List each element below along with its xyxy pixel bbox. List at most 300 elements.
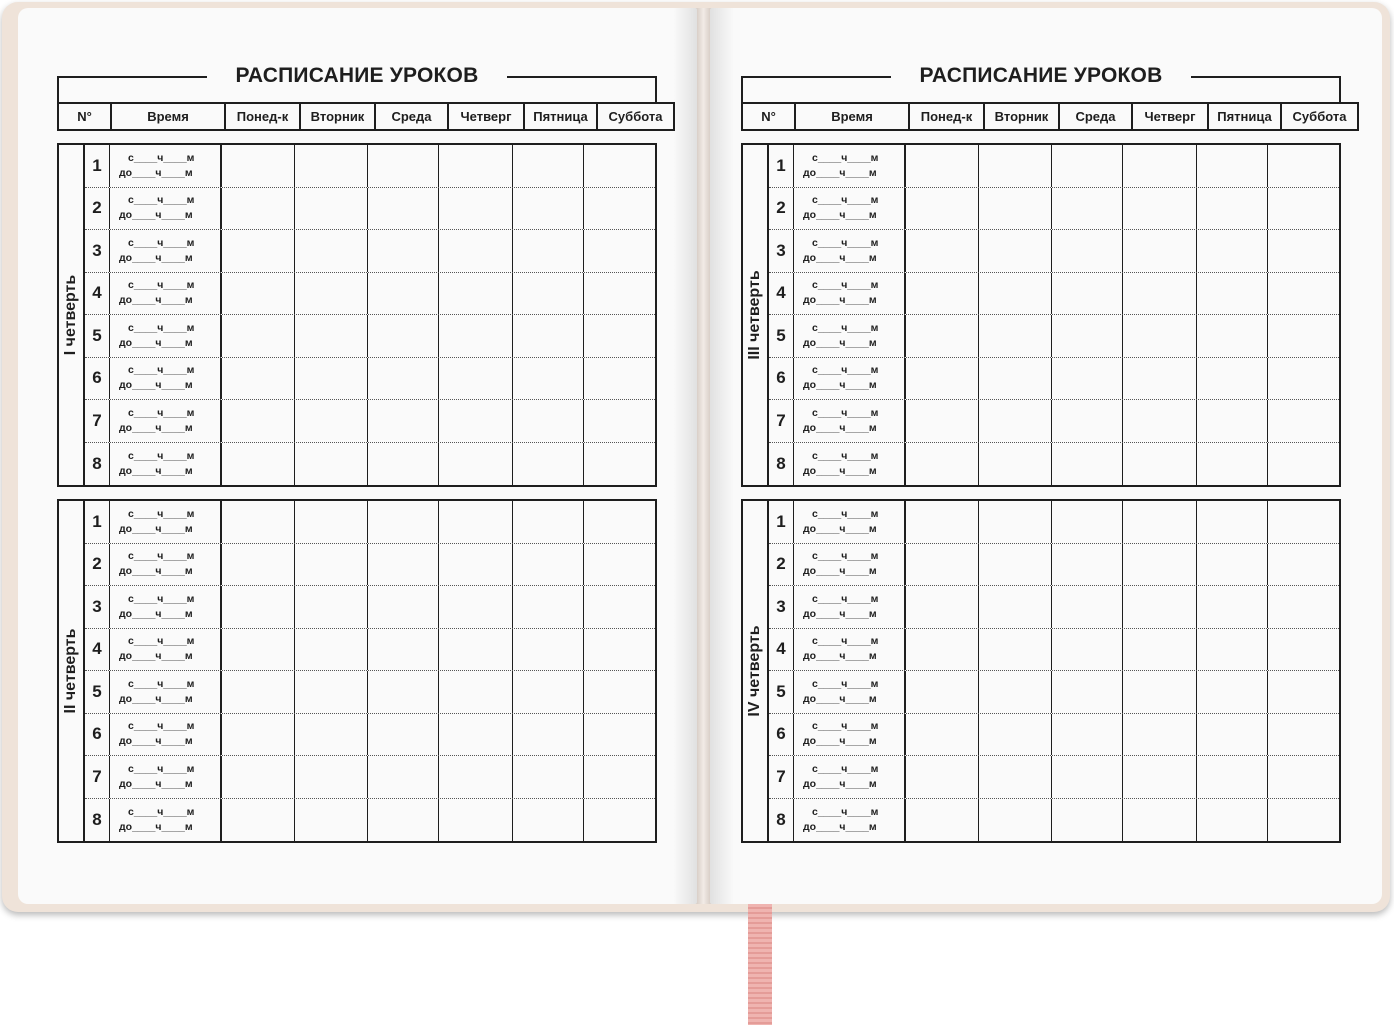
lesson-cell (1123, 586, 1197, 628)
lesson-cell (513, 145, 584, 187)
lesson-cell (439, 230, 513, 272)
time-from: с____ч____м (128, 762, 195, 775)
lesson-time (110, 629, 222, 671)
lesson-time (794, 400, 906, 442)
lesson-row (769, 145, 1339, 188)
lesson-row (769, 188, 1339, 231)
lesson-cell (222, 799, 295, 842)
lesson-cell (1268, 443, 1338, 486)
lesson-cell (1123, 799, 1197, 842)
lesson-cell (295, 315, 368, 357)
lesson-cell (1052, 315, 1123, 357)
lesson-row (85, 400, 655, 443)
lesson-time (110, 671, 222, 713)
quarter-label (743, 145, 769, 485)
lesson-cell (1268, 756, 1338, 798)
time-to: до____ч____м (803, 522, 877, 535)
time-to: до____ч____м (803, 820, 877, 833)
lesson-cell (439, 756, 513, 798)
lesson-cell (1052, 188, 1123, 230)
lesson-row (85, 756, 655, 799)
lesson-number: 6 (769, 358, 794, 400)
lesson-row (769, 586, 1339, 629)
quarter-label-text: II четверть (62, 628, 79, 714)
time-to: до____ч____м (803, 692, 877, 705)
lesson-cell (906, 443, 979, 486)
time-to: до____ч____м (119, 379, 193, 392)
title-frame (741, 64, 1341, 102)
lesson-cell (1268, 358, 1338, 400)
time-from: с____ч____м (128, 449, 195, 462)
lesson-time (794, 799, 906, 842)
lesson-cell (513, 315, 584, 357)
lesson-number: 5 (85, 671, 110, 713)
lesson-cell (1052, 230, 1123, 272)
lesson-time (794, 714, 906, 756)
lesson-cell (979, 145, 1052, 187)
lesson-cell (1197, 501, 1268, 543)
lesson-row (85, 145, 655, 188)
time-from: с____ч____м (128, 279, 195, 292)
lesson-time (110, 315, 222, 357)
lesson-number: 3 (769, 230, 794, 272)
time-from: с____ч____м (812, 550, 879, 563)
lesson-time (110, 145, 222, 187)
time-to: до____ч____м (119, 735, 193, 748)
time-to: до____ч____м (119, 464, 193, 477)
lesson-cell (368, 273, 439, 315)
lesson-cell (439, 443, 513, 486)
lesson-row (769, 315, 1339, 358)
lesson-row (85, 443, 655, 486)
lesson-number: 2 (85, 544, 110, 586)
quarter-block-4 (741, 499, 1341, 843)
lesson-cell (368, 145, 439, 187)
time-to: до____ч____м (119, 336, 193, 349)
lesson-cell (1123, 501, 1197, 543)
lesson-cell (1197, 586, 1268, 628)
lesson-cell (1197, 188, 1268, 230)
quarter-label (59, 501, 85, 841)
title-frame (57, 64, 657, 102)
time-to: до____ч____м (119, 820, 193, 833)
lesson-time (110, 443, 222, 486)
header-day: Среда (1059, 103, 1132, 130)
time-from: с____ч____м (128, 151, 195, 164)
lesson-cell (584, 756, 654, 798)
lesson-cell (439, 188, 513, 230)
lesson-number: 1 (769, 501, 794, 543)
lesson-number: 7 (85, 756, 110, 798)
lesson-cell (906, 586, 979, 628)
lesson-cell (1268, 501, 1338, 543)
lesson-number: 8 (769, 443, 794, 486)
header-day: Суббота (597, 103, 674, 130)
lesson-cell (979, 714, 1052, 756)
lesson-cell (368, 586, 439, 628)
quarter-block-1 (57, 143, 657, 487)
lesson-number: 2 (769, 188, 794, 230)
lesson-cell (513, 586, 584, 628)
lesson-cell (584, 273, 654, 315)
lesson-cell (906, 145, 979, 187)
lesson-cell (906, 501, 979, 543)
lesson-number: 3 (769, 586, 794, 628)
lesson-cell (295, 501, 368, 543)
lesson-cell (906, 315, 979, 357)
lesson-cell (1197, 230, 1268, 272)
lesson-row (85, 273, 655, 316)
lesson-cell (295, 586, 368, 628)
lesson-cell (1197, 799, 1268, 842)
lesson-number: 6 (85, 714, 110, 756)
lesson-time (794, 230, 906, 272)
quarter-label-text: I четверть (62, 274, 79, 356)
lesson-cell (1197, 443, 1268, 486)
header-time: Время (111, 103, 225, 130)
time-from: с____ч____м (812, 364, 879, 377)
header-day: Четверг (448, 103, 524, 130)
lesson-number: 5 (769, 671, 794, 713)
lesson-row (769, 799, 1339, 842)
lesson-cell (1197, 671, 1268, 713)
page-title: РАСПИСАНИЕ УРОКОВ (207, 64, 507, 88)
schedule-sheet-right (741, 64, 1347, 843)
lesson-cell (1052, 799, 1123, 842)
lesson-cell (584, 443, 654, 486)
lesson-time (110, 358, 222, 400)
lesson-cell (222, 273, 295, 315)
lesson-cell (513, 230, 584, 272)
quarter-block-3 (741, 143, 1341, 487)
lesson-cell (513, 799, 584, 842)
lesson-cell (439, 358, 513, 400)
time-from: с____ч____м (812, 592, 879, 605)
header-row (741, 102, 1359, 131)
lesson-cell (584, 400, 654, 442)
time-to: до____ч____м (803, 650, 877, 663)
lesson-cell (1052, 145, 1123, 187)
lesson-cell (1268, 230, 1338, 272)
time-from: с____ч____м (812, 279, 879, 292)
lesson-cell (368, 714, 439, 756)
lesson-time (794, 145, 906, 187)
lesson-number: 4 (85, 273, 110, 315)
time-to: до____ч____м (803, 166, 877, 179)
lesson-cell (1197, 358, 1268, 400)
lesson-cell (1123, 629, 1197, 671)
lesson-time (794, 671, 906, 713)
lesson-time (794, 586, 906, 628)
lesson-cell (368, 756, 439, 798)
lesson-cell (295, 714, 368, 756)
lesson-row (769, 671, 1339, 714)
lesson-cell (222, 145, 295, 187)
lesson-cell (979, 273, 1052, 315)
lesson-cell (1268, 544, 1338, 586)
lesson-row (85, 188, 655, 231)
time-from: с____ч____м (812, 236, 879, 249)
notebook-gutter (697, 8, 710, 904)
lesson-cell (584, 586, 654, 628)
lesson-number: 1 (85, 145, 110, 187)
lesson-cell (979, 756, 1052, 798)
time-from: с____ч____м (128, 805, 195, 818)
time-to: до____ч____м (803, 251, 877, 264)
time-from: с____ч____м (128, 507, 195, 520)
lesson-cell (1268, 400, 1338, 442)
lesson-time (794, 188, 906, 230)
lesson-cell (584, 315, 654, 357)
lesson-row (85, 586, 655, 629)
lesson-cell (1123, 358, 1197, 400)
lesson-cell (513, 501, 584, 543)
time-to: до____ч____м (119, 421, 193, 434)
lesson-cell (368, 315, 439, 357)
lesson-cell (439, 586, 513, 628)
lesson-time (110, 188, 222, 230)
lesson-row (85, 544, 655, 587)
header-day: Вторник (300, 103, 375, 130)
time-from: с____ч____м (812, 635, 879, 648)
lesson-cell (222, 188, 295, 230)
lesson-cell (295, 145, 368, 187)
lesson-cell (1197, 400, 1268, 442)
time-to: до____ч____м (803, 294, 877, 307)
lesson-cell (1197, 756, 1268, 798)
lesson-row (85, 315, 655, 358)
lesson-cell (584, 671, 654, 713)
lesson-cell (1197, 714, 1268, 756)
lesson-cell (513, 756, 584, 798)
lesson-cell (906, 400, 979, 442)
lesson-cell (222, 230, 295, 272)
lesson-cell (1052, 501, 1123, 543)
lesson-cell (513, 400, 584, 442)
time-from: с____ч____м (812, 406, 879, 419)
lesson-cell (439, 273, 513, 315)
lesson-cell (1268, 799, 1338, 842)
lesson-time (794, 629, 906, 671)
lesson-cell (222, 358, 295, 400)
lesson-cell (368, 671, 439, 713)
lesson-cell (1197, 273, 1268, 315)
lesson-row (769, 544, 1339, 587)
time-to: до____ч____м (119, 692, 193, 705)
quarter-block-2 (57, 499, 657, 843)
lesson-cell (222, 443, 295, 486)
lesson-time (110, 230, 222, 272)
lesson-number: 5 (769, 315, 794, 357)
time-to: до____ч____м (119, 777, 193, 790)
time-to: до____ч____м (119, 251, 193, 264)
time-from: с____ч____м (812, 677, 879, 690)
time-to: до____ч____м (119, 209, 193, 222)
header-time: Время (795, 103, 909, 130)
lesson-number: 6 (85, 358, 110, 400)
time-from: с____ч____м (128, 321, 195, 334)
lesson-cell (1123, 443, 1197, 486)
header-day: Среда (375, 103, 448, 130)
lesson-cell (979, 400, 1052, 442)
lesson-number: 7 (769, 400, 794, 442)
time-to: до____ч____м (803, 379, 877, 392)
lesson-cell (1052, 400, 1123, 442)
lesson-cell (584, 358, 654, 400)
lesson-time (110, 501, 222, 543)
time-to: до____ч____м (803, 336, 877, 349)
lesson-time (794, 358, 906, 400)
lesson-cell (979, 188, 1052, 230)
lesson-row (85, 629, 655, 672)
lesson-row (769, 400, 1339, 443)
lesson-cell (906, 544, 979, 586)
lesson-cell (439, 671, 513, 713)
time-from: с____ч____м (128, 364, 195, 377)
header-num: N° (58, 103, 111, 130)
time-from: с____ч____м (128, 635, 195, 648)
lesson-cell (979, 799, 1052, 842)
lesson-cell (222, 586, 295, 628)
lesson-cell (1052, 671, 1123, 713)
lesson-cell (439, 501, 513, 543)
lesson-row (769, 629, 1339, 672)
lesson-cell (295, 799, 368, 842)
lesson-cell (584, 188, 654, 230)
lesson-cell (1123, 400, 1197, 442)
lesson-cell (1123, 756, 1197, 798)
lesson-time (110, 273, 222, 315)
lesson-row (769, 443, 1339, 486)
lesson-cell (295, 756, 368, 798)
time-to: до____ч____м (119, 166, 193, 179)
lesson-cell (295, 671, 368, 713)
lesson-cell (906, 188, 979, 230)
lesson-cell (584, 145, 654, 187)
lesson-cell (368, 400, 439, 442)
lesson-cell (295, 544, 368, 586)
lesson-cell (222, 501, 295, 543)
lesson-row (769, 273, 1339, 316)
lesson-cell (979, 629, 1052, 671)
lesson-time (794, 544, 906, 586)
lesson-cell (295, 443, 368, 486)
time-from: с____ч____м (812, 762, 879, 775)
lesson-cell (222, 544, 295, 586)
lesson-cell (1268, 671, 1338, 713)
time-from: с____ч____м (128, 236, 195, 249)
lesson-cell (222, 671, 295, 713)
time-to: до____ч____м (803, 565, 877, 578)
page-title: РАСПИСАНИЕ УРОКОВ (891, 64, 1191, 88)
lesson-cell (584, 230, 654, 272)
lesson-number: 4 (769, 273, 794, 315)
lesson-number: 6 (769, 714, 794, 756)
lesson-cell (1268, 714, 1338, 756)
lesson-cell (1268, 629, 1338, 671)
lesson-cell (906, 358, 979, 400)
header-day: Пятница (524, 103, 597, 130)
lesson-cell (906, 671, 979, 713)
lesson-cell (222, 756, 295, 798)
time-from: с____ч____м (812, 449, 879, 462)
time-from: с____ч____м (128, 720, 195, 733)
header-day: Четверг (1132, 103, 1208, 130)
lesson-cell (295, 358, 368, 400)
bookmark-ribbon (748, 904, 772, 1025)
lesson-row (85, 799, 655, 842)
lesson-row (85, 358, 655, 401)
lesson-time (110, 586, 222, 628)
lesson-cell (439, 714, 513, 756)
lesson-number: 8 (85, 799, 110, 842)
lesson-cell (979, 671, 1052, 713)
lesson-cell (222, 714, 295, 756)
lesson-cell (295, 273, 368, 315)
lesson-cell (1123, 188, 1197, 230)
time-from: с____ч____м (812, 151, 879, 164)
lesson-number: 2 (769, 544, 794, 586)
lesson-row (85, 501, 655, 544)
lesson-cell (439, 629, 513, 671)
time-to: до____ч____м (119, 522, 193, 535)
time-to: до____ч____м (803, 777, 877, 790)
lesson-cell (513, 273, 584, 315)
time-from: с____ч____м (128, 550, 195, 563)
time-to: до____ч____м (803, 607, 877, 620)
lesson-cell (439, 145, 513, 187)
lesson-cell (1123, 230, 1197, 272)
lesson-cell (513, 714, 584, 756)
time-to: до____ч____м (803, 421, 877, 434)
lesson-cell (1123, 544, 1197, 586)
lesson-row (85, 714, 655, 757)
lesson-cell (295, 188, 368, 230)
lesson-number: 3 (85, 586, 110, 628)
lesson-number: 1 (85, 501, 110, 543)
lesson-cell (368, 188, 439, 230)
lesson-cell (513, 443, 584, 486)
lesson-cell (368, 230, 439, 272)
time-from: с____ч____м (128, 194, 195, 207)
time-from: с____ч____м (812, 194, 879, 207)
lesson-number: 2 (85, 188, 110, 230)
lesson-time (794, 315, 906, 357)
lesson-row (769, 714, 1339, 757)
time-to: до____ч____м (119, 565, 193, 578)
lesson-time (110, 799, 222, 842)
lesson-cell (1268, 145, 1338, 187)
lesson-number: 4 (85, 629, 110, 671)
lesson-row (769, 501, 1339, 544)
header-day: Понед-к (909, 103, 984, 130)
lesson-cell (979, 544, 1052, 586)
lesson-cell (1052, 756, 1123, 798)
lesson-cell (584, 501, 654, 543)
lesson-cell (1052, 443, 1123, 486)
time-to: до____ч____м (119, 294, 193, 307)
time-to: до____ч____м (119, 607, 193, 620)
lesson-cell (1052, 586, 1123, 628)
lesson-cell (1197, 629, 1268, 671)
lesson-time (794, 273, 906, 315)
lesson-time (110, 400, 222, 442)
lesson-cell (368, 358, 439, 400)
lesson-cell (584, 544, 654, 586)
header-day: Вторник (984, 103, 1059, 130)
lesson-cell (1052, 714, 1123, 756)
lesson-cell (513, 188, 584, 230)
